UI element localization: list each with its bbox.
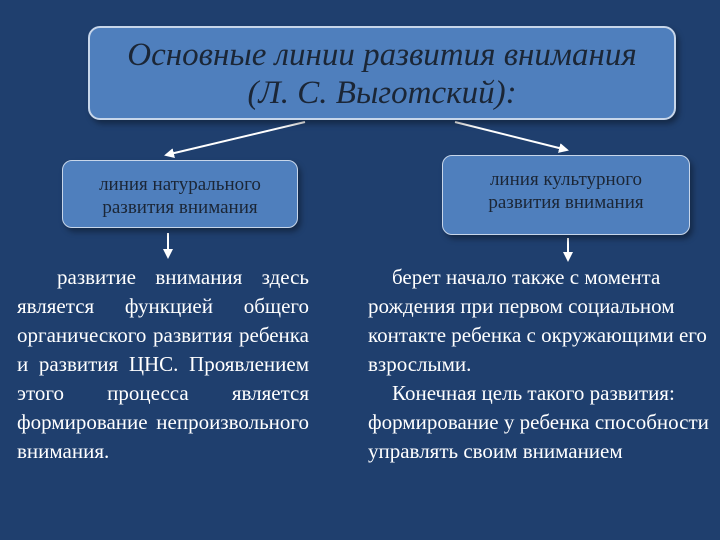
cultural-line-text-1: берет начало также с момента рождения при первом социальном контакте ребенка с окружающими его взрослыми. xyxy=(368,265,707,376)
natural-line-label-1: линия натурального xyxy=(99,174,261,195)
arrow-to-right-branch xyxy=(455,122,567,150)
cultural-line-box xyxy=(442,155,690,235)
cultural-line-text-2: Конечная цель такого развития: формирование у ребенка способности управлять своим вниманием xyxy=(368,381,709,463)
natural-line-box xyxy=(62,160,298,228)
arrow-to-left-branch xyxy=(166,122,305,155)
natural-line-label-2: развития внимания xyxy=(102,197,258,218)
cultural-line-description xyxy=(368,263,718,466)
cultural-line-label-2: развития внимания xyxy=(488,192,644,213)
cultural-line-label-1: линия культурного xyxy=(489,169,643,190)
title-line-1: Основные линии развития внимания xyxy=(127,37,637,73)
diagram-title xyxy=(88,26,676,120)
natural-line-text: развитие внимания здесь является функцией общего органического развития ребенка и развития ЦНС. Проявлением этого процесса является формирование непроизвольного внимания. xyxy=(17,265,309,463)
title-line-2: (Л. С. Выготский): xyxy=(247,75,517,111)
natural-line-description xyxy=(17,263,309,466)
